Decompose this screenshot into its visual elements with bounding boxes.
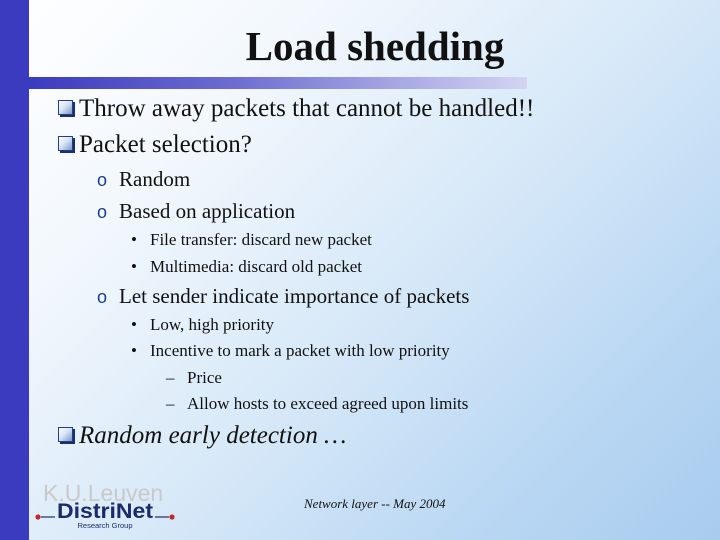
bullet-level1: Packet selection?	[58, 131, 252, 159]
bullet-level3: • File transfer: discard new packet	[131, 230, 372, 249]
bullet-level2: o Let sender indicate importance of packets	[97, 284, 470, 308]
bullet-level4: – Price	[166, 368, 222, 387]
checkbox-bullet-icon	[58, 136, 73, 151]
logo-left-dot	[35, 514, 40, 519]
bullet-level2: o Based on application	[97, 199, 296, 223]
bullet-level1: Random early detection …	[58, 422, 346, 450]
logo-name: DistriNet	[57, 500, 153, 523]
left-accent-bar	[0, 0, 29, 540]
slide-footer: Network layer -- May 2004	[304, 496, 446, 511]
distrinet-logo	[27, 475, 177, 530]
bullet-level4: – Allow hosts to exceed agreed upon limits	[166, 394, 469, 413]
bullet-level1: Throw away packets that cannot be handled!!	[58, 95, 534, 123]
dot-bullet-icon: •	[131, 257, 137, 276]
dot-bullet-icon: •	[131, 230, 137, 249]
bullet-level3: • Multimedia: discard old packet	[131, 257, 362, 276]
logo-watermark-text: K.U.Leuven	[43, 480, 164, 506]
logo-subtitle: Research Group	[77, 521, 133, 530]
logo-right-dot	[169, 514, 174, 519]
dot-bullet-icon: •	[131, 315, 137, 334]
circle-bullet-icon: o	[97, 287, 108, 307]
checkbox-bullet-icon	[58, 427, 73, 442]
slide-title: Load shedding	[245, 23, 505, 69]
circle-bullet-icon: o	[97, 170, 108, 190]
bullet-level2: o Random	[97, 167, 191, 191]
logo-graphic	[27, 475, 177, 530]
dot-bullet-icon: •	[131, 341, 137, 360]
circle-bullet-icon: o	[97, 202, 108, 222]
bullet-level3: • Low, high priority	[131, 315, 275, 334]
bullet-level3: • Incentive to mark a packet with low priority	[131, 341, 450, 360]
dash-bullet-icon: –	[166, 368, 175, 387]
dash-bullet-icon: –	[166, 394, 175, 413]
title-underline-bar	[29, 77, 527, 89]
checkbox-bullet-icon	[58, 100, 73, 115]
